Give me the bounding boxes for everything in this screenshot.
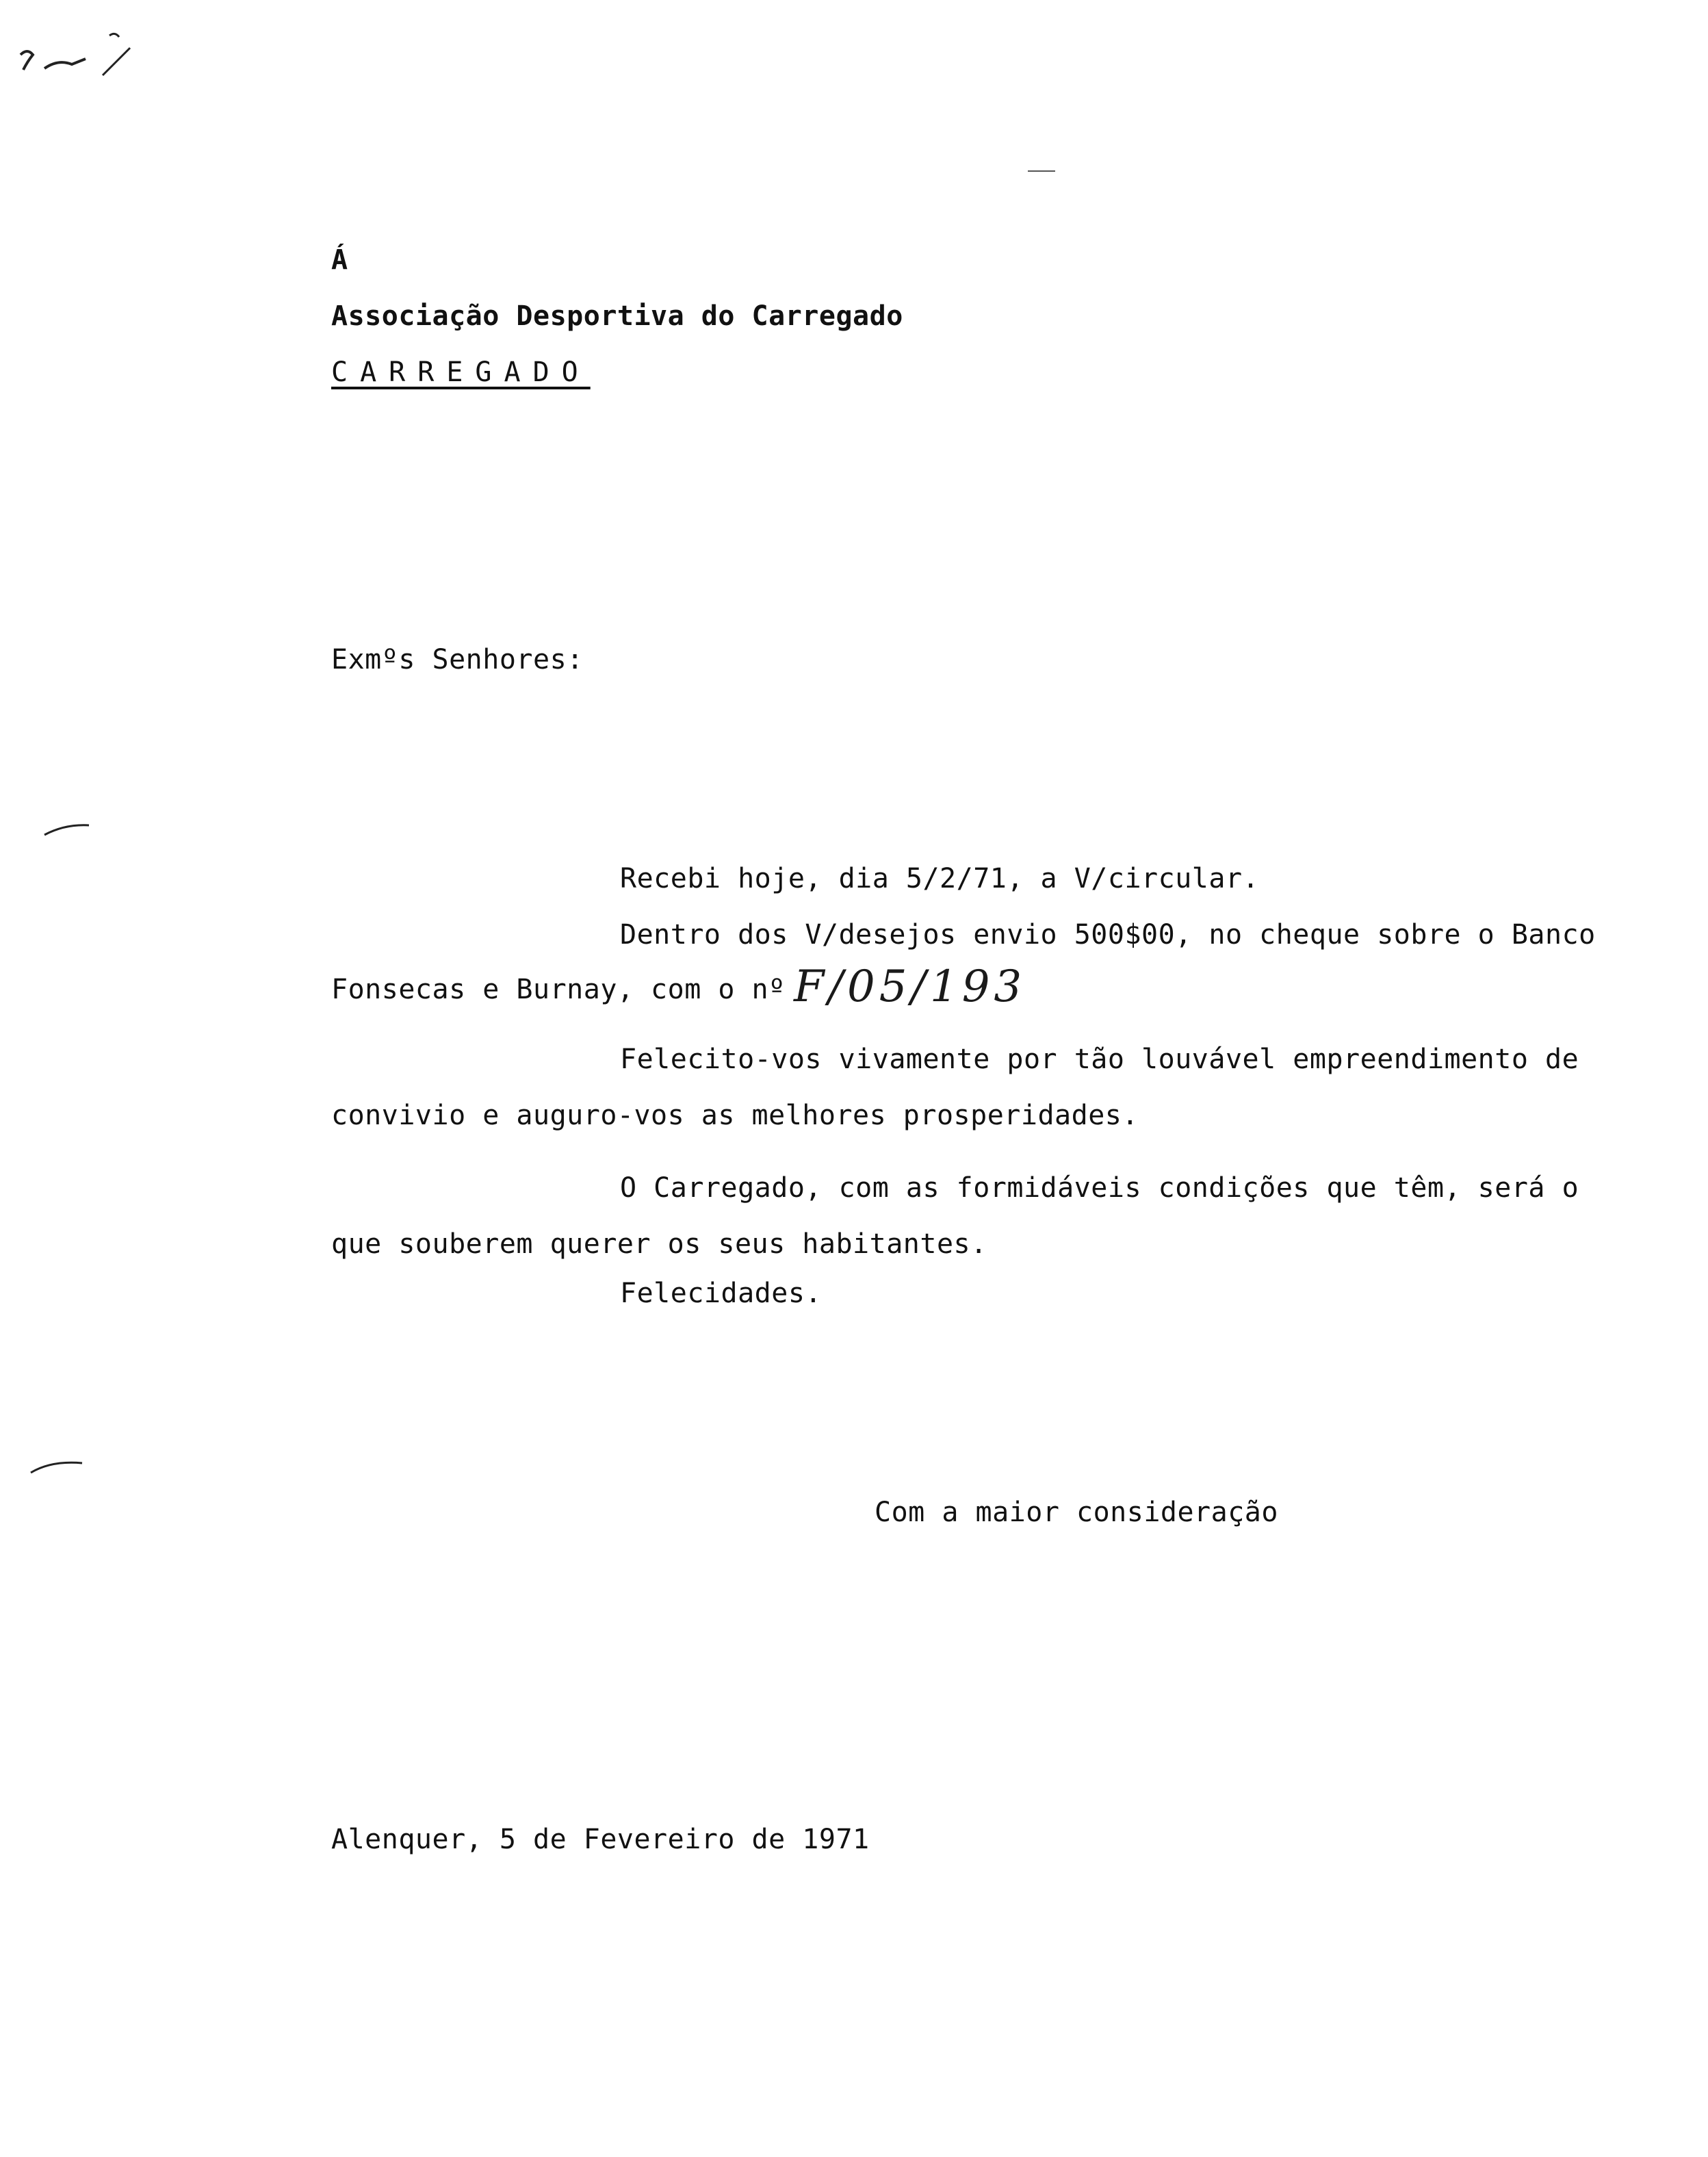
body-paragraph-2-line-1: Dentro dos V/desejos envio 500$00, no cheque sobre o Banco [620, 919, 1596, 951]
salutation-prefix: Á [331, 244, 348, 276]
place-date: Alenquer, 5 de Fevereiro de 1971 [331, 1824, 870, 1855]
margin-dash-mark [41, 821, 96, 842]
body-paragraph-2-line-2: Fonsecas e Burnay, com o nº [331, 974, 786, 1005]
body-paragraph-4-line-1: O Carregado, com as formidáveis condições que têm, será o [620, 1172, 1579, 1204]
closing: Com a maior consideração [875, 1497, 1278, 1528]
body-paragraph-4-line-2: que souberem querer os seus habitantes. [331, 1228, 987, 1260]
body-paragraph-1: Recebi hoje, dia 5/2/71, a V/circular. [620, 863, 1260, 894]
recipient-city: CARREGADO [331, 357, 591, 388]
cheque-number-handwritten: F/05/193 [794, 961, 1026, 1012]
body-paragraph-5: Felecidades. [620, 1278, 822, 1309]
body-paragraph-3-line-2: convivio e auguro-vos as melhores prosperidades. [331, 1100, 1139, 1131]
handwritten-scribble-mark [7, 27, 144, 109]
recipient-name: Associação Desportiva do Carregado [331, 300, 903, 332]
top-right-dash-mark [1026, 168, 1061, 175]
greeting: Exmºs Senhores: [331, 644, 584, 675]
margin-dash-mark-2 [27, 1458, 89, 1478]
body-paragraph-3-line-1: Felecito-vos vivamente por tão louvável empreendimento de [620, 1044, 1579, 1075]
